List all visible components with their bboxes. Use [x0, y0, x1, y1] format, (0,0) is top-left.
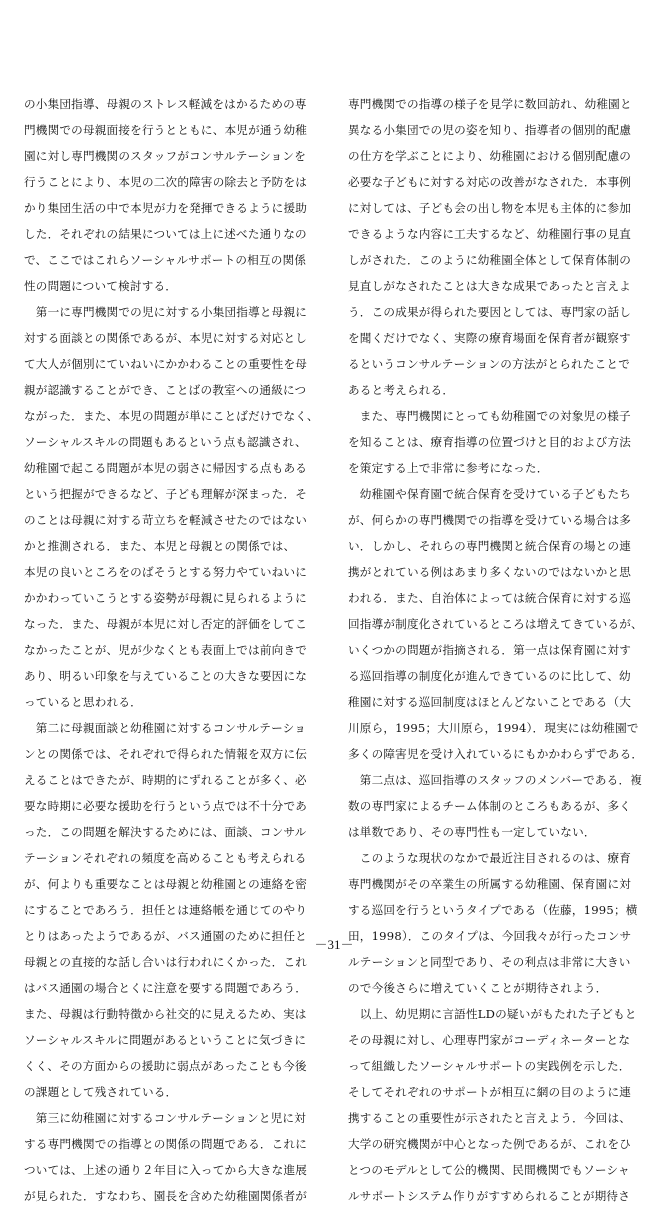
text-line: 見直しがなされたことは大きな成果であったと言えよ — [348, 279, 631, 293]
text-line: 行うことにより、本児の二次的障害の除去と予防をは — [24, 175, 308, 189]
text-line: は単数であり、その専門性も一定していない． — [348, 825, 596, 839]
text-line: 回指導が制度化されているところは増えてきているが、 — [348, 617, 643, 631]
text-line: を聞くだけでなく、実際の療育場面を保育者が観察す — [348, 331, 631, 345]
text-line: る巡回指導の制度化が進んできているのに比して、幼 — [348, 669, 631, 683]
text-line: する専門機関での指導との関係の問題である．これに — [24, 1137, 308, 1151]
text-line: はバス通園の場合とくに注意を要する問題であろう． — [24, 981, 308, 995]
text-line: かかわっていこうとする姿勢が母親に見られるように — [24, 591, 307, 605]
text-line: 大学の研究機関が中心となった例であるが、これをひ — [348, 1137, 632, 1151]
right-text-column — [348, 91, 644, 1209]
text-line: て大人が個別にていねいにかかわることの重要性を母 — [24, 357, 308, 371]
text-line: 稚園に対する巡回制度はほとんどないことである（大 — [348, 695, 632, 709]
text-line: かり集団生活の中で本児が力を発揮できるように援助 — [24, 201, 308, 215]
text-line: ソーシャルスキルの問題もあるという点も認識され、 — [24, 435, 307, 449]
text-line: う．この成果が得られた要因としては、専門家の話し — [348, 305, 632, 319]
text-line: 幼稚園で起こる問題が本児の弱さに帰因する点もある — [24, 461, 308, 475]
text-line: ので今後さらに増えていくことが期待されよう． — [348, 981, 608, 995]
text-line: い．しかし、それらの専門機関と統合保育の場との連 — [348, 539, 632, 553]
text-line: 必要な子どもに対する対応の改善がなされた．本事例 — [348, 175, 632, 189]
text-line: が、何らかの専門機関での指導を受けている場合は多 — [348, 513, 632, 527]
text-line: 携することの重要性が示されたと言えよう．今回は、 — [348, 1111, 632, 1125]
text-line: 対する面談との関係であるが、本児に対する対応とし — [24, 331, 308, 345]
text-line: 専門機関での指導の様子を見学に数回訪れ、幼稚園と — [348, 97, 632, 111]
text-line: 性の問題について検討する． — [24, 279, 178, 293]
text-line: 川原ら，1995；大川原ら，1994）．現実には幼稚園で — [348, 721, 639, 735]
text-line: とりはあったようであるが、バス通園のために担任と — [24, 929, 307, 943]
text-line: という把握ができるなど、子ども理解が深まった．そ — [24, 487, 308, 501]
text-line: を策定する上で非常に参考になった． — [348, 461, 549, 475]
text-line: 第一に専門機関での児に対する小集団指導と母親に — [24, 305, 308, 319]
text-line: ルテーションと同型であり、その利点は非常に大きい — [348, 955, 631, 969]
text-line: って組織したソーシャルサポートの実践例を示した． — [348, 1059, 631, 1073]
text-line: ンとの関係では、それぞれで得られた情報を双方に伝 — [24, 747, 308, 761]
text-line: の小集団指導、母親のストレス軽減をはかるための専 — [24, 97, 307, 111]
page-number: －31－ — [314, 937, 354, 952]
text-line: なった．また、母親が本児に対し否定的評価をしてこ — [24, 617, 308, 631]
text-line: なかったことが、児が少なくとも表面上では前向きで — [24, 643, 308, 657]
text-line: われる．また、自治体によっては統合保育に対する巡 — [348, 591, 632, 605]
text-line: 母親との直接的な話し合いは行われにくかった．これ — [24, 955, 308, 969]
text-line: 要な時期に必要な援助を行うという点では不十分であ — [24, 799, 308, 813]
text-line: した．それぞれの結果については上に述べた通りなの — [24, 227, 307, 241]
text-line: ルサポートシステム作りがすすめられることが期待さ — [348, 1189, 631, 1203]
left-text-column — [24, 91, 320, 1209]
text-line: また、専門機関にとっても幼稚園での対象児の様子 — [348, 409, 631, 423]
text-line: 本児の良いところをのばそうとする努力やていねいに — [24, 565, 308, 579]
text-line: 親が認識することができ、ことばの教室への通級につ — [24, 383, 307, 397]
text-line: 第二に母親面談と幼稚園に対するコンサルテーショ — [24, 721, 307, 735]
text-line: っていると思われる． — [24, 695, 142, 709]
text-line: 第二点は、巡回指導のスタッフのメンバーである．複 — [348, 773, 643, 787]
text-line: 園に対し専門機関のスタッフがコンサルテーションを — [24, 149, 307, 163]
text-line: 数の専門家によるチーム体制のところもあるが、多く — [348, 799, 632, 813]
text-line: 専門機関がその卒業生の所属する幼稚園、保育園に対 — [348, 877, 632, 891]
text-line: くく、その方面からの援助に弱点があったことも今後 — [24, 1059, 307, 1073]
text-line: を知ることは、療育指導の位置づけと目的および方法 — [348, 435, 632, 449]
text-line: ついては、上述の通り２年目に入ってから大きな進展 — [24, 1163, 308, 1177]
text-line: えることはできたが、時期的にずれることが多く、必 — [24, 773, 307, 787]
text-line: が、何よりも重要なことは母親と幼稚園との連絡を密 — [24, 877, 308, 891]
text-line: の仕方を学ぶことにより、幼稚園における個別配慮の — [348, 149, 632, 163]
text-line: のことは母親に対する苛立ちを軽減させたのではない — [24, 513, 308, 527]
text-line: かと推測される．また、本児と母親との関係では、 — [24, 539, 296, 553]
text-line: する巡回を行うというタイプである（佐藤，1995；横 — [348, 903, 638, 917]
text-line: った．この問題を解決するためには、面談、コンサル — [24, 825, 307, 839]
text-line: テーションそれぞれの頻度を高めることも考えられる — [24, 851, 307, 865]
text-line: 多くの障害児を受け入れているにもかかわらずである． — [348, 747, 644, 761]
text-line: また、母親は行動特徴から社交的に見えるため、実は — [24, 1007, 307, 1021]
text-line: の課題として残されている． — [24, 1085, 178, 1099]
text-line: このような現状のなかで最近注目されるのは、療育 — [348, 851, 632, 865]
text-line: 幼稚園や保育園で統合保育を受けている子どもたち — [348, 487, 632, 501]
text-line: できるような内容に工夫するなど、幼稚園行事の見直 — [348, 227, 632, 241]
text-line: 田，1998）．このタイプは、今回我々が行ったコンサ — [348, 929, 632, 943]
text-line: その母親に対し、心理専門家がコーディネーターとな — [348, 1033, 631, 1047]
text-line: とつのモデルとして公的機関、民間機関でもソーシャ — [348, 1163, 630, 1177]
text-line: にすることであろう．担任とは連絡帳を通じてのやり — [24, 903, 308, 917]
text-line: ながった．また、本児の問題が単にことばだけでなく、 — [24, 409, 319, 423]
text-line: 第三に幼稚園に対するコンサルテーションと児に対 — [24, 1111, 307, 1125]
text-line: が見られた．すなわち、園長を含めた幼稚園関係者が — [24, 1189, 308, 1203]
text-line: 携がとれている例はあまり多くないのではないかと思 — [348, 565, 632, 579]
text-line: 門機関での母親面接を行うとともに、本児が通う幼稚 — [24, 123, 308, 137]
text-line: いくつかの問題が指摘される．第一点は保育園に対す — [348, 643, 632, 657]
text-line: しがされた．このように幼稚園全体として保育体制の — [348, 253, 632, 267]
text-line: るというコンサルテーションの方法がとられたことで — [348, 357, 631, 371]
text-line: そしてそれぞれのサポートが相互に網の目のように連 — [348, 1085, 632, 1099]
text-line: 以上、幼児期に言語性LDの疑いがもたれた子どもと — [348, 1007, 637, 1021]
text-line: あると考えられる． — [348, 383, 455, 397]
text-line: ソーシャルスキルに問題があるということに気づきに — [24, 1033, 307, 1047]
text-line: で、ここではこれらソーシャルサポートの相互の関係 — [24, 253, 307, 267]
text-line: に対しては、子ども会の出し物を本児も主体的に参加 — [348, 201, 632, 215]
text-line: 異なる小集団での児の姿を知り、指導者の個別的配慮 — [348, 123, 632, 137]
text-line: あり、明るい印象を与えていることの大きな要因にな — [24, 669, 308, 683]
